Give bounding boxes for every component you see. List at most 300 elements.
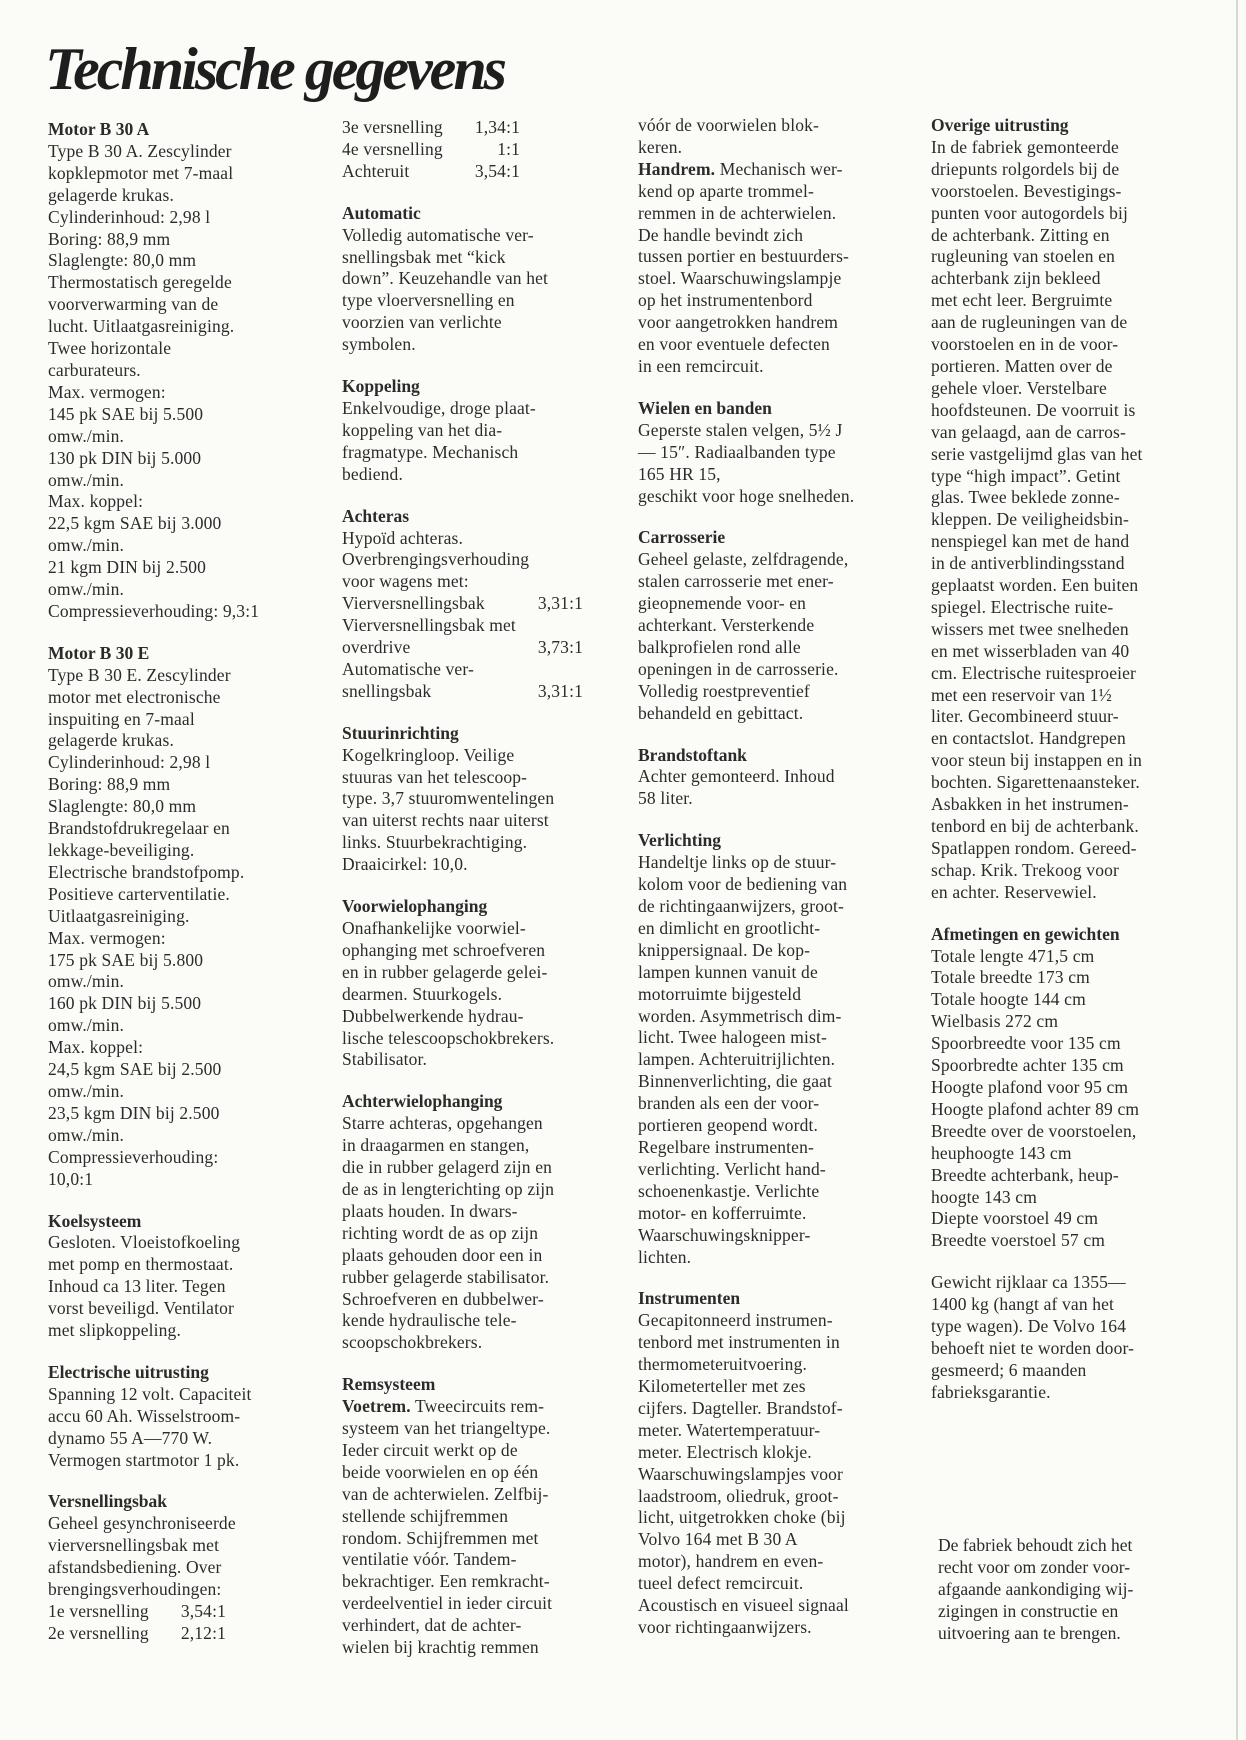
- text-line: uitvoering aan te brengen.: [938, 1622, 1121, 1643]
- text-line: voorzien van verlichte: [342, 312, 502, 333]
- text-line: schap. Krik. Trekoog voor: [931, 859, 1119, 880]
- text-line: Asbakken in het instrumen-: [931, 794, 1129, 815]
- text-line: motor), handrem en even-: [638, 1551, 824, 1572]
- text-line: Regelbare instrumenten-: [638, 1136, 814, 1157]
- text-line: 175 pk SAE bij 5.800: [48, 949, 204, 970]
- text-line: omw./min.: [48, 1124, 125, 1145]
- text-line: voorverwarming van de: [48, 294, 219, 315]
- text-line: 10,0:1: [48, 1168, 94, 1189]
- text-line: en dimlicht en grootlicht-: [638, 917, 821, 938]
- text-line: balkprofielen rond alle: [638, 636, 801, 657]
- block-achterwielophanging: [342, 1091, 617, 1354]
- text-line: Type B 30 E. Zescylinder: [48, 664, 231, 685]
- text-line: meter. Electrisch klokje.: [638, 1441, 812, 1462]
- text-line: in een remcircuit.: [638, 355, 764, 376]
- text-line: de as in lengterichting op zijn: [342, 1178, 555, 1199]
- text-line: voor aangetrokken handrem: [638, 312, 839, 333]
- block-motor-b30a: [48, 119, 323, 623]
- block-brandstoftank: [638, 745, 913, 811]
- text-line: achterkant. Versterkende: [638, 615, 815, 636]
- text-line: en contactslot. Handgrepen: [931, 728, 1126, 749]
- text-line: Cylinderinhoud: 2,98 l: [48, 206, 211, 227]
- text-line: Brandstofdrukregelaar en: [48, 818, 230, 839]
- column-3: [638, 115, 913, 1639]
- text-line: fragmatype. Mechanisch: [342, 441, 519, 462]
- spec-row: [342, 117, 617, 139]
- section-heading: Carrosserie: [638, 527, 726, 548]
- block-verlichting: [638, 830, 913, 1268]
- text-line: nenspiegel kan met de hand: [931, 531, 1130, 552]
- text-line: plaats houden. In dwars-: [342, 1200, 518, 1221]
- text-line: gieopnemende voor- en: [638, 593, 807, 614]
- text-line: motorruimte bijgesteld: [638, 983, 802, 1004]
- spec-value: 3,54:1: [474, 160, 520, 181]
- section-heading: Voorwielophanging: [342, 896, 488, 917]
- text-run: Tweecircuits rem-: [410, 1396, 545, 1417]
- text-line: met een reservoir van 1½: [931, 684, 1112, 705]
- text-line: Gecapitonneerd instrumen-: [638, 1310, 833, 1331]
- text-line: Volvo 164 met B 30 A: [638, 1529, 798, 1550]
- text-line: en met wisserbladen van 40: [931, 640, 1130, 661]
- spec-label: 1e versnelling: [48, 1601, 149, 1621]
- text-line: Hypoïd achteras.: [342, 527, 463, 548]
- section-heading: Wielen en banden: [638, 397, 772, 418]
- text-line: omw./min.: [48, 425, 125, 446]
- text-line: worden. Asymmetrisch dim-: [638, 1005, 842, 1026]
- text-line: ventilatie vóór. Tandem-: [342, 1549, 517, 1570]
- text-line: vóór de voorwielen blok-: [638, 115, 819, 135]
- text-line: voor wagens met:: [342, 571, 469, 592]
- spec-label: 2e versnelling: [48, 1622, 149, 1643]
- text-line: voor steun bij instappen en in: [931, 750, 1143, 771]
- text-line: Breedte over de voorstoelen,: [931, 1120, 1137, 1141]
- text-line: en voor eventuele defecten: [638, 334, 830, 355]
- text-line: Handeltje links op de stuur-: [638, 852, 837, 873]
- text-line: omw./min.: [48, 971, 125, 992]
- section-heading: Koppeling: [342, 376, 420, 397]
- text-line: ophanging met schroefveren: [342, 939, 546, 960]
- text-line: stellende schijfremmen: [342, 1505, 509, 1526]
- text-line: voorstoelen en in de voor-: [931, 334, 1119, 355]
- spec-row: [48, 1623, 323, 1645]
- text-line: links. Stuurbekrachtiging.: [342, 832, 528, 853]
- text-line: hoogte 143 cm: [931, 1186, 1037, 1207]
- block-versnellingen-vervolg: [342, 117, 617, 183]
- text-line: bekrachtiger. Een remkracht-: [342, 1571, 550, 1592]
- text-line: Volledig automatische ver-: [342, 224, 534, 245]
- block-stuurinrichting: [342, 723, 617, 876]
- text-line: down”. Keuzehandle van het: [342, 268, 549, 289]
- text-line: omw./min.: [48, 535, 125, 556]
- text-line: glas. Twee beklede zonne-: [931, 487, 1120, 508]
- text-line: portieren. Matten over de: [931, 355, 1113, 376]
- text-line: Max. koppel:: [48, 1037, 144, 1058]
- text-line: symbolen.: [342, 334, 416, 355]
- text-line: schoenenkastje. Verlichte: [638, 1180, 820, 1201]
- text-run: Mechanisch wer-: [715, 158, 843, 179]
- text-line: portieren geopend wordt.: [638, 1115, 819, 1136]
- text-line: kend op aparte trommel-: [638, 180, 814, 201]
- text-line: 21 kgm DIN bij 2.500: [48, 557, 207, 578]
- text-line: gehele vloer. Verstelbare: [931, 377, 1107, 398]
- text-line: richting wordt de as op zijn: [342, 1222, 539, 1243]
- block-wielen-en-banden: [638, 398, 913, 508]
- text-line: Geheel gesynchroniseerde: [48, 1513, 236, 1534]
- text-line: Compressieverhouding:: [48, 1146, 219, 1167]
- text-line: Volledig roestpreventief: [638, 680, 810, 701]
- spec-row: [48, 1601, 323, 1623]
- section-heading: Verlichting: [638, 830, 721, 851]
- text-line: verdeelventiel in ieder circuit: [342, 1593, 553, 1614]
- text-line: Acoustisch en visueel signaal: [638, 1595, 849, 1616]
- column-4: [931, 115, 1206, 1404]
- text-line: wielen bij krachtig remmen: [342, 1637, 539, 1658]
- text-line: Slaglengte: 80,0 mm: [48, 250, 197, 271]
- text-line: kopklepmotor met 7-maal: [48, 162, 234, 183]
- spec-label: Achteruit: [342, 160, 410, 181]
- section-heading: Motor B 30 A: [48, 119, 150, 139]
- text-line: achterbank zijn bekleed: [931, 268, 1101, 289]
- spec-value: 1:1: [497, 138, 520, 159]
- text-line: Wielbasis 272 cm: [931, 1011, 1059, 1032]
- text-line: koppeling van het dia-: [342, 419, 503, 440]
- text-line: dynamo 55 A—770 W.: [48, 1427, 213, 1448]
- text-line: Geheel gelaste, zelfdragende,: [638, 549, 849, 570]
- text-line: Spoorbredte achter 135 cm: [931, 1055, 1124, 1076]
- text-line: Automatische ver-: [342, 658, 474, 679]
- text-line: rubber gelagerde stabilisator.: [342, 1266, 550, 1287]
- text-line: [342, 1396, 617, 1418]
- text-line: in draagarmen en stangen,: [342, 1135, 530, 1156]
- text-line: de richtingaanwijzers, groot-: [638, 896, 845, 916]
- text-line: remmen in de achterwielen.: [638, 202, 837, 223]
- text-line: en achter. Reservewiel.: [931, 881, 1097, 902]
- text-line: motor met electronische: [48, 686, 221, 707]
- text-line: keren.: [638, 136, 683, 157]
- text-line: op het instrumentenbord: [638, 290, 813, 311]
- text-line: In de fabriek gemonteerde: [931, 136, 1119, 157]
- text-line: lekkage-beveiliging.: [48, 840, 195, 860]
- text-line: bediend.: [342, 463, 403, 484]
- spec-value: 3,31:1: [537, 680, 583, 701]
- text-line: gelagerde krukas.: [48, 730, 174, 751]
- text-line: thermometeruitvoering.: [638, 1354, 808, 1375]
- text-line: Totale hoogte 144 cm: [931, 989, 1086, 1010]
- block-automatic: [342, 203, 617, 356]
- block-carrosserie: [638, 527, 913, 724]
- text-line: licht, uitgetrokken choke (bij: [638, 1507, 846, 1528]
- text-line: Slaglengte: 80,0 mm: [48, 796, 197, 817]
- text-line: Boring: 88,9 mm: [48, 228, 171, 249]
- spec-value: 1,34:1: [474, 117, 520, 137]
- text-line: punten voor autogordels bij: [931, 202, 1129, 223]
- text-line: Achter gemonteerd. Inhoud: [638, 766, 835, 787]
- text-line: stoel. Waarschuwingslampje: [638, 268, 842, 289]
- text-line: Spatlappen rondom. Gereed-: [931, 837, 1137, 858]
- text-line: plaats gehouden door een in: [342, 1244, 543, 1265]
- text-line: lische telescoopschokbrekers.: [342, 1027, 555, 1048]
- text-line: 130 pk DIN bij 5.000: [48, 447, 202, 468]
- spec-row: [342, 681, 583, 703]
- text-line: Enkelvoudige, droge plaat-: [342, 397, 536, 418]
- block-remsysteem: [342, 1374, 617, 1659]
- text-line: motor- en kofferruimte.: [638, 1202, 807, 1223]
- text-line: die in rubber gelagerd zijn en: [342, 1157, 553, 1178]
- text-line: voorstoelen. Bevestigings-: [931, 180, 1122, 201]
- text-line: zigingen in constructie en: [938, 1600, 1119, 1621]
- text-line: Binnenverlichting, die gaat: [638, 1071, 833, 1092]
- text-line: lucht. Uitlaatgasreiniging.: [48, 316, 235, 337]
- text-line: Draaicirkel: 10,0.: [342, 854, 468, 875]
- text-line: heuphoogte 143 cm: [931, 1142, 1072, 1163]
- text-line: voor richtingaanwijzers.: [638, 1617, 812, 1637]
- text-line: gesmeerd; 6 maanden: [931, 1359, 1087, 1380]
- block-achteras: [342, 506, 617, 703]
- text-line: 58 liter.: [638, 788, 693, 809]
- text-line: Max. vermogen:: [48, 927, 166, 948]
- text-line: Diepte voorstoel 49 cm: [931, 1208, 1099, 1229]
- text-line: Gesloten. Vloeistofkoeling: [48, 1232, 241, 1253]
- section-heading: Brandstoftank: [638, 744, 747, 765]
- text-line: de achterbank. Zitting en: [931, 224, 1110, 245]
- text-line: 22,5 kgm SAE bij 3.000: [48, 513, 222, 534]
- section-heading: Afmetingen en gewichten: [931, 923, 1120, 944]
- text-line: liter. Gecombineerd stuur-: [931, 706, 1119, 727]
- spec-row: [342, 593, 583, 615]
- text-line: Uitlaatgasreiniging.: [48, 905, 190, 926]
- text-line: lampen. Achteruitrijlichten.: [638, 1049, 836, 1070]
- text-line: openingen in de carrosserie.: [638, 658, 839, 679]
- text-line: behoeft niet te worden door-: [931, 1337, 1135, 1358]
- text-line: verlichting. Verlicht hand-: [638, 1158, 826, 1179]
- text-line: scoopschokbrekers.: [342, 1332, 483, 1353]
- text-line: tenbord en bij de achterbank.: [931, 816, 1139, 836]
- section-heading: Koelsysteem: [48, 1210, 142, 1231]
- text-line: omw./min.: [48, 469, 125, 490]
- text-line: Twee horizontale: [48, 338, 172, 359]
- text-line: 23,5 kgm DIN bij 2.500: [48, 1102, 220, 1123]
- text-line: De handle bevindt zich: [638, 224, 804, 245]
- text-line: lampen kunnen vanuit de: [638, 961, 818, 982]
- column-2: [342, 117, 617, 1659]
- text-line: Totale lengte 471,5 cm: [931, 945, 1095, 966]
- text-line: Boring: 88,9 mm: [48, 774, 171, 795]
- text-line: en in rubber gelagerde gelei-: [342, 961, 548, 982]
- disclaimer: [938, 1535, 1218, 1645]
- text-line: wissers met twee snelheden: [931, 618, 1129, 639]
- spec-label: snellingsbak: [342, 680, 432, 701]
- text-line: Vermogen startmotor 1 pk.: [48, 1449, 240, 1470]
- text-line: Geperste stalen velgen, 5½ J: [638, 419, 843, 440]
- text-line: Onafhankelijke voorwiel-: [342, 918, 526, 938]
- text-line: knippersignaal. De kop-: [638, 939, 811, 960]
- text-line: lichten.: [638, 1246, 692, 1267]
- text-line: systeem van het triangeltype.: [342, 1418, 551, 1439]
- inline-heading: Voetrem.: [342, 1396, 411, 1417]
- block-afmetingen-en-gewichten: [931, 924, 1206, 1253]
- text-line: met echt leer. Bergruimte: [931, 290, 1113, 311]
- text-line: Stabilisator.: [342, 1049, 428, 1070]
- text-line: Totale breedte 173 cm: [931, 967, 1090, 988]
- text-line: type “high impact”. Getint: [931, 465, 1121, 486]
- text-line: Overbrengingsverhouding: [342, 549, 530, 570]
- text-line: type vloerversnelling en: [342, 290, 515, 311]
- text-line: Schroefveren en dubbelwer-: [342, 1288, 544, 1309]
- text-line: 24,5 kgm SAE bij 2.500: [48, 1059, 222, 1080]
- text-line: Max. vermogen:: [48, 381, 166, 402]
- spec-value: 3,54:1: [180, 1601, 226, 1621]
- column-1: [48, 119, 323, 1645]
- spec-value: 3,31:1: [537, 593, 583, 614]
- text-line: verhindert, dat de achter-: [342, 1615, 522, 1636]
- text-line: Max. koppel:: [48, 491, 144, 512]
- text-line: branden als een der voor-: [638, 1093, 820, 1114]
- text-line: brengingsverhoudingen:: [48, 1579, 222, 1600]
- text-line: Breedte voerstoel 57 cm: [931, 1230, 1106, 1251]
- text-line: spiegel. Electrische ruite-: [931, 596, 1114, 617]
- text-line: [638, 159, 913, 181]
- text-line: Compressieverhouding: 9,3:1: [48, 600, 260, 621]
- text-line: stuuras van het telescoop-: [342, 766, 528, 787]
- spec-label: overdrive: [342, 637, 411, 658]
- text-line: Starre achteras, opgehangen: [342, 1113, 543, 1134]
- section-heading: Versnellingsbak: [48, 1491, 167, 1512]
- text-line: kolom voor de bediening van: [638, 874, 848, 895]
- text-line: vorst beveiligd. Ventilator: [48, 1298, 234, 1319]
- text-line: tussen portier en bestuurders-: [638, 246, 850, 267]
- text-line: aan de rugleuningen van de: [931, 312, 1128, 333]
- text-line: vierversnellingsbak met: [48, 1535, 220, 1556]
- text-line: geplaatst worden. Een buiten: [931, 575, 1139, 596]
- text-line: rondom. Schijfremmen met: [342, 1527, 539, 1548]
- text-line: Spanning 12 volt. Capaciteit: [48, 1383, 252, 1404]
- text-line: 1400 kg (hangt af van het: [931, 1294, 1115, 1315]
- text-line: kleppen. De veiligheidsbin-: [931, 509, 1129, 530]
- text-line: rugleuning van stoelen en: [931, 246, 1116, 267]
- text-line: fabrieksgarantie.: [931, 1381, 1051, 1402]
- text-line: inspuiting en 7-maal: [48, 708, 195, 729]
- text-line: tenbord met instrumenten in: [638, 1332, 840, 1353]
- section-heading: Achteras: [342, 505, 410, 526]
- text-line: Breedte achterbank, heup-: [931, 1164, 1119, 1185]
- text-line: omw./min.: [48, 579, 125, 600]
- text-line: kende hydraulische tele-: [342, 1310, 517, 1331]
- text-line: cm. Electrische ruitesproeier: [931, 662, 1137, 683]
- text-line: beide voorwielen en op één: [342, 1461, 539, 1482]
- block-motor-b30e: [48, 643, 323, 1191]
- spec-value: 3,73:1: [537, 637, 583, 658]
- text-line: — 15″. Radiaalbanden type: [638, 441, 836, 462]
- section-heading: Remsysteem: [342, 1374, 436, 1395]
- block-koelsysteem: [48, 1211, 323, 1342]
- text-line: Vierversnellingsbak met: [342, 615, 516, 636]
- block-remsysteem-vervolg: [638, 115, 913, 378]
- text-line: Waarschuwingsknipper-: [638, 1224, 811, 1245]
- text-line: Electrische brandstofpomp.: [48, 861, 245, 882]
- text-line: laadstroom, oliedruk, groot-: [638, 1485, 839, 1506]
- text-line: omw./min.: [48, 1080, 125, 1101]
- block-instrumenten: [638, 1288, 913, 1639]
- text-line: Dubbelwerkende hydrau-: [342, 1005, 524, 1026]
- text-line: carburateurs.: [48, 359, 141, 380]
- text-line: 165 HR 15,: [638, 463, 721, 484]
- text-line: in de antiverblindingsstand: [931, 553, 1125, 574]
- section-heading: Instrumenten: [638, 1288, 741, 1309]
- text-line: tueel defect remcircuit.: [638, 1573, 804, 1594]
- section-heading: Stuurinrichting: [342, 722, 459, 743]
- text-line: van de achterwielen. Zelfbij-: [342, 1483, 549, 1504]
- text-line: Kilometerteller met zes: [638, 1376, 806, 1397]
- text-line: De fabriek behoudt zich het: [938, 1535, 1133, 1555]
- page-edge: [1236, 0, 1238, 1740]
- text-line: type. 3,7 stuuromwentelingen: [342, 788, 555, 809]
- section-heading: Automatic: [342, 202, 421, 223]
- section-heading: Electrische uitrusting: [48, 1361, 209, 1382]
- text-line: 160 pk DIN bij 5.500: [48, 993, 202, 1014]
- text-line: van uiterst rechts naar uiterst: [342, 810, 549, 831]
- block-electrische-uitrusting: [48, 1362, 323, 1472]
- text-line: afgaande aankondiging wij-: [938, 1578, 1134, 1599]
- text-line: licht. Twee halogeen mist-: [638, 1027, 827, 1048]
- text-line: met pomp en thermostaat.: [48, 1254, 234, 1275]
- text-line: Cylinderinhoud: 2,98 l: [48, 752, 211, 773]
- section-heading: Motor B 30 E: [48, 642, 150, 663]
- text-line: Gewicht rijklaar ca 1355—: [931, 1272, 1126, 1293]
- spec-row: [342, 637, 583, 659]
- text-line: afstandsbediening. Over: [48, 1557, 222, 1578]
- block-gewicht: [931, 1272, 1206, 1403]
- text-line: van gelaagd, aan de carros-: [931, 421, 1126, 442]
- text-line: serie vastgelijmd glas van het: [931, 443, 1143, 464]
- spec-label: Vierversnellingsbak: [342, 593, 485, 614]
- text-line: type wagen). De Volvo 164: [931, 1316, 1127, 1337]
- text-line: bochten. Sigarettenaansteker.: [931, 772, 1140, 793]
- inline-heading: Handrem.: [638, 158, 716, 179]
- text-line: Type B 30 A. Zescylinder: [48, 140, 232, 161]
- text-line: behandeld en gebittact.: [638, 702, 804, 723]
- text-line: meter. Watertemperatuur-: [638, 1419, 821, 1440]
- spec-row: [342, 161, 617, 183]
- text-line: Hoogte plafond voor 95 cm: [931, 1076, 1129, 1097]
- text-line: driepunts rolgordels bij de: [931, 158, 1120, 179]
- text-line: Hoogte plafond achter 89 cm: [931, 1098, 1140, 1119]
- block-overige-uitrusting: [931, 115, 1206, 904]
- text-line: Thermostatisch geregelde: [48, 272, 232, 293]
- text-line: cijfers. Dagteller. Brandstof-: [638, 1397, 843, 1418]
- text-line: recht voor om zonder voor-: [938, 1556, 1131, 1577]
- text-line: 145 pk SAE bij 5.500: [48, 403, 204, 424]
- text-line: Waarschuwingslampjes voor: [638, 1463, 843, 1484]
- block-voorwielophanging: [342, 896, 617, 1071]
- text-line: Ieder circuit werkt op de: [342, 1439, 518, 1460]
- text-line: Positieve carterventilatie.: [48, 883, 230, 904]
- text-line: omw./min.: [48, 1015, 125, 1036]
- text-line: accu 60 Ah. Wisselstroom-: [48, 1405, 241, 1426]
- spec-label: 4e versnelling: [342, 138, 443, 159]
- text-line: Kogelkringloop. Veilige: [342, 744, 515, 765]
- block-versnellingsbak: [48, 1491, 323, 1644]
- spec-row: [342, 139, 617, 161]
- text-line: Inhoud ca 13 liter. Tegen: [48, 1276, 226, 1297]
- text-line: gelagerde krukas.: [48, 184, 174, 205]
- section-heading: Achterwielophanging: [342, 1091, 503, 1112]
- text-line: stalen carrosserie met ener-: [638, 571, 834, 592]
- block-koppeling: [342, 376, 617, 486]
- text-line: Spoorbreedte voor 135 cm: [931, 1033, 1121, 1054]
- text-line: dearmen. Stuurkogels.: [342, 983, 503, 1004]
- text-line: hoofdsteunen. De voorruit is: [931, 399, 1136, 420]
- spec-value: 2,12:1: [180, 1622, 226, 1643]
